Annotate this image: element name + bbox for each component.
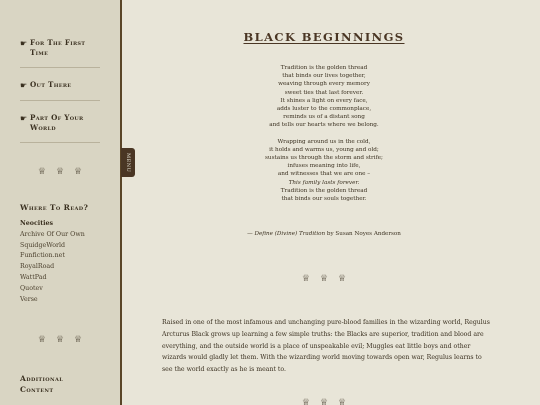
crown-icon: ♕ — [319, 274, 329, 284]
crown-icon: ♕ — [37, 335, 46, 346]
poem-line: It shines a light on every face, — [280, 97, 368, 104]
poem-line: adds luster to the commonplace, — [276, 106, 372, 113]
nav-item-out-there[interactable] — [20, 80, 100, 101]
link-archive-of-our-own[interactable]: Archive Of Our Own — [20, 230, 85, 238]
poem-line: and witnesses that we are one – — [277, 171, 371, 178]
where-to-read-list — [20, 219, 120, 305]
poem-stanza — [136, 138, 512, 204]
attribution-author: by Susan Noyes Anderson — [325, 231, 401, 237]
attribution-dash: — — [247, 231, 255, 237]
crown-icon: ♕ — [55, 167, 65, 177]
poem-line: Tradition is the golden thread — [280, 65, 368, 71]
menu-toggle-tab[interactable] — [121, 148, 135, 177]
crown-divider — [136, 398, 512, 405]
crown-icon: ♕ — [301, 398, 310, 405]
attribution-work: Define (Divine) Tradition — [254, 231, 326, 237]
link-verse[interactable]: Verse — [20, 295, 38, 303]
main-content — [136, 0, 540, 405]
poem-line: Tradition is the golden thread — [280, 187, 368, 194]
pointing-hand-icon: ☛ — [20, 39, 28, 48]
pointing-hand-icon: ☛ — [20, 114, 28, 123]
story-summary: Raised in one of the most infamous and unchanging pure-blood families in the wizarding world, Regulus Arcturus Black grows up learning a few simple truths: the Blacks are superior, tradition and blood are everything, and the outside world is a place of unspeakable evil; Muggles eat little boys and other wizards would gladly let them. With the wizarding world moving towards open war, Regulus learns to see the world exactly as he is meant to. — [162, 319, 490, 374]
crown-icon: ♕ — [338, 398, 347, 405]
link-neocities[interactable]: Neocities — [20, 220, 54, 227]
poem-stanza — [136, 64, 512, 130]
poem-line: reminds us of a distant song — [283, 114, 365, 121]
poem-line: sweet ties that last forever. — [284, 89, 364, 96]
poem-line: it holds and warms us, young and old; — [269, 146, 379, 153]
poem-line: weaving through every memory — [278, 81, 370, 88]
crown-icon: ♕ — [74, 335, 83, 346]
poem-line: infuses meaning into life, — [287, 163, 361, 170]
where-to-read-heading: Where To Read? — [20, 203, 89, 212]
nav-item-label: For The First Time — [30, 38, 86, 57]
crown-divider — [20, 167, 100, 177]
crown-icon: ♕ — [338, 274, 347, 284]
crown-icon: ♕ — [55, 335, 65, 346]
link-funfiction[interactable]: Funfiction.net — [20, 252, 65, 260]
nav-item-label: Part Of Your World — [30, 113, 84, 132]
poem-line: and tells our hearts where we belong. — [269, 122, 379, 129]
link-wattpad[interactable]: WattPad — [20, 273, 47, 281]
epigraph-poem — [136, 64, 512, 211]
pointing-hand-icon: ☛ — [20, 81, 28, 90]
nav-item-label: Out There — [30, 80, 72, 89]
menu-tab-label: MENU — [125, 152, 131, 173]
additional-content-heading: Additional Content — [20, 374, 64, 395]
poem-attribution — [136, 231, 512, 237]
crown-icon: ♕ — [319, 398, 329, 405]
poem-line: This family lasts forever. — [288, 179, 360, 186]
link-squidgeworld[interactable]: SquidgeWorld — [20, 241, 66, 249]
crown-icon: ♕ — [37, 167, 46, 177]
crown-icon: ♕ — [301, 274, 310, 284]
crown-divider — [20, 335, 100, 345]
sidebar — [0, 0, 122, 405]
link-royalroad[interactable]: RoyalRoad — [20, 263, 55, 271]
nav-item-part-of-your-world[interactable] — [20, 113, 100, 143]
crown-icon: ♕ — [74, 167, 83, 177]
poem-line: that binds our souls together. — [281, 196, 367, 203]
story-title: BLACK BEGINNINGS — [243, 30, 405, 44]
link-quotev[interactable]: Quotev — [20, 284, 43, 292]
nav-item-for-the-first-time[interactable] — [20, 38, 100, 68]
poem-line: that binds our lives together, — [282, 73, 366, 80]
poem-line: Wrapping around us in the cold, — [277, 138, 371, 145]
poem-line: sustains us through the storm and strife; — [265, 155, 383, 162]
crown-divider — [136, 274, 512, 284]
